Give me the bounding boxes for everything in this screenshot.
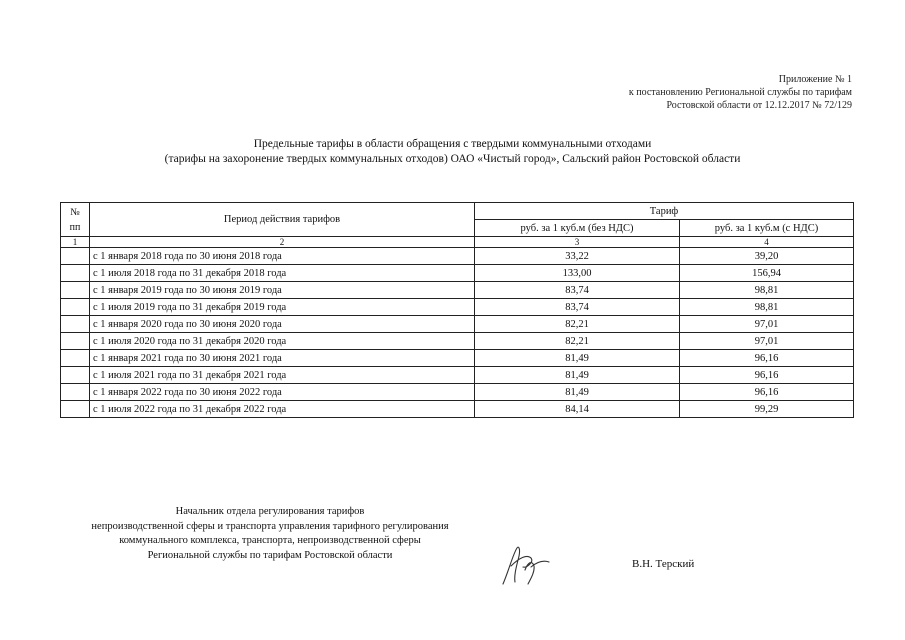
row-number (61, 282, 90, 299)
header-number-line-2: пп (69, 221, 81, 233)
row-tariff-with-vat: 96,16 (680, 384, 854, 401)
row-period: с 1 января 2020 года по 30 июня 2020 года (90, 316, 475, 333)
column-number: 4 (680, 237, 854, 248)
handwritten-signature (497, 540, 557, 590)
appendix-line-1: Приложение № 1 (778, 74, 852, 85)
tariff-table (60, 202, 854, 418)
document-title (0, 137, 905, 167)
column-number-row (61, 237, 854, 248)
row-tariff-with-vat: 98,81 (680, 299, 854, 316)
row-period: с 1 января 2021 года по 30 июня 2021 года (90, 350, 475, 367)
position-line-1: Начальник отдела регулирования тарифов (175, 506, 365, 517)
table-row (61, 282, 854, 299)
row-tariff-without-vat: 33,22 (475, 248, 680, 265)
row-tariff-without-vat: 81,49 (475, 350, 680, 367)
row-number (61, 265, 90, 282)
table-row (61, 248, 854, 265)
table-row (61, 299, 854, 316)
appendix-line-2: к постановлению Региональной службы по тарифам (628, 87, 852, 98)
position-line-3: коммунального комплекса, транспорта, непроизводственной сферы (119, 535, 421, 546)
table-row (61, 316, 854, 333)
table-row (61, 367, 854, 384)
header-number (61, 203, 90, 237)
row-period: с 1 июля 2019 года по 31 декабря 2019 года (90, 299, 475, 316)
row-tariff-without-vat: 82,21 (475, 316, 680, 333)
row-tariff-without-vat: 81,49 (475, 367, 680, 384)
title-line-2: (тарифы на захоронение твердых коммунальных отходов) ОАО «Чистый город», Сальский район Ростовской области (164, 153, 741, 165)
table-row (61, 265, 854, 282)
row-number (61, 384, 90, 401)
row-period: с 1 июля 2018 года по 31 декабря 2018 года (90, 265, 475, 282)
row-number (61, 299, 90, 316)
row-tariff-with-vat: 96,16 (680, 350, 854, 367)
header-without-vat: руб. за 1 куб.м (без НДС) (475, 220, 680, 237)
row-tariff-without-vat: 83,74 (475, 282, 680, 299)
row-tariff-with-vat: 97,01 (680, 316, 854, 333)
row-period: с 1 июля 2020 года по 31 декабря 2020 года (90, 333, 475, 350)
appendix-line-3: Ростовской области от 12.12.2017 № 72/129 (666, 100, 852, 111)
row-tariff-with-vat: 156,94 (680, 265, 854, 282)
row-period: с 1 января 2019 года по 30 июня 2019 года (90, 282, 475, 299)
position-line-2: непроизводственной сферы и транспорта управления тарифного регулирования (91, 520, 449, 532)
title-line-1: Предельные тарифы в области обращения с твердыми коммунальными отходами (253, 138, 652, 150)
signatory-position (60, 505, 480, 563)
row-tariff-without-vat: 81,49 (475, 384, 680, 401)
row-period: с 1 января 2018 года по 30 июня 2018 года (90, 248, 475, 265)
row-number (61, 367, 90, 384)
row-number (61, 316, 90, 333)
position-line-4: Региональной службы по тарифам Ростовской области (147, 549, 393, 561)
row-period: с 1 июля 2021 года по 31 декабря 2021 года (90, 367, 475, 384)
row-tariff-without-vat: 83,74 (475, 299, 680, 316)
row-tariff-with-vat: 99,29 (680, 401, 854, 418)
header-tariff: Тариф (475, 203, 854, 220)
header-number-line-1: № (70, 206, 80, 218)
row-number (61, 350, 90, 367)
column-number: 2 (90, 237, 475, 248)
table-row (61, 333, 854, 350)
table-row (61, 384, 854, 401)
row-tariff-without-vat: 84,14 (475, 401, 680, 418)
row-tariff-without-vat: 133,00 (475, 265, 680, 282)
row-tariff-without-vat: 82,21 (475, 333, 680, 350)
header-period: Период действия тарифов (90, 203, 475, 237)
row-number (61, 248, 90, 265)
appendix-header (532, 73, 852, 112)
signer-name: В.Н. Терский (632, 558, 695, 570)
table-row (61, 350, 854, 367)
row-tariff-with-vat: 98,81 (680, 282, 854, 299)
header-with-vat: руб. за 1 куб.м (с НДС) (680, 220, 854, 237)
row-number (61, 401, 90, 418)
row-tariff-with-vat: 39,20 (680, 248, 854, 265)
row-period: с 1 января 2022 года по 30 июня 2022 года (90, 384, 475, 401)
row-period: с 1 июля 2022 года по 31 декабря 2022 года (90, 401, 475, 418)
table-row (61, 401, 854, 418)
column-number: 3 (475, 237, 680, 248)
table-header-row (61, 203, 854, 220)
row-tariff-with-vat: 97,01 (680, 333, 854, 350)
column-number: 1 (61, 237, 90, 248)
row-number (61, 333, 90, 350)
row-tariff-with-vat: 96,16 (680, 367, 854, 384)
